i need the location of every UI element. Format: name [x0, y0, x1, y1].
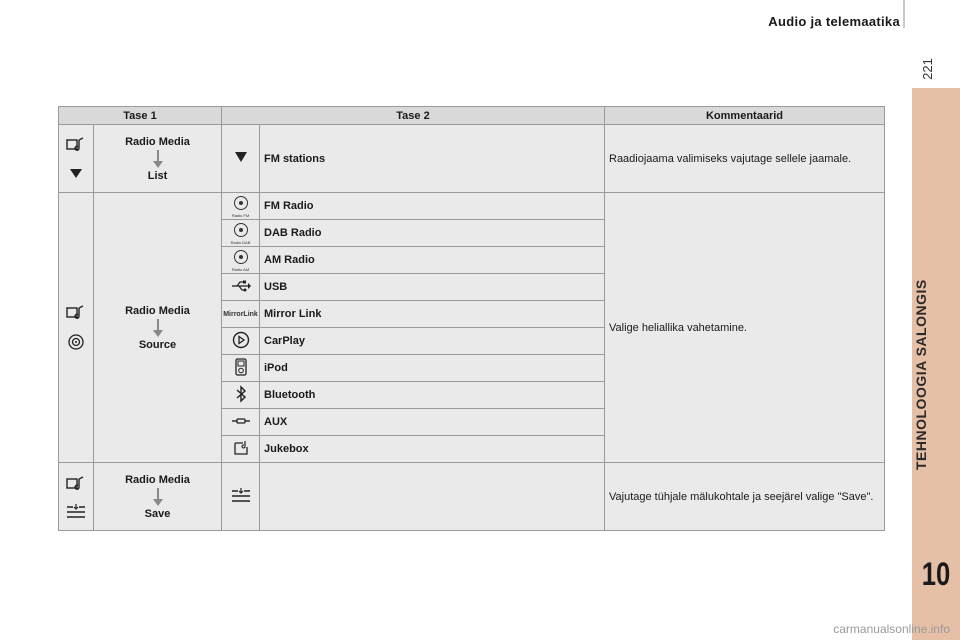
radio-media-icon	[65, 136, 87, 154]
source-label: iPod	[260, 355, 605, 382]
triangle-down-icon	[65, 164, 87, 182]
radio-media-icon	[65, 304, 87, 322]
level1-label: Radio Media	[125, 473, 190, 486]
menu-table	[58, 106, 885, 531]
watermark: carmanualsonline.info	[833, 622, 950, 636]
page-header-title: Audio ja telemaatika	[768, 14, 900, 29]
radio-am-caption: Radio AM	[231, 267, 250, 272]
presets-icon	[230, 487, 252, 503]
level1-icons	[59, 125, 94, 193]
table-row-save	[59, 463, 885, 531]
level1-sublabel: Save	[144, 507, 171, 520]
aux-icon	[231, 416, 251, 426]
table-header-row	[59, 107, 885, 125]
source-label: AUX	[260, 409, 605, 436]
level1-label: Radio Media	[125, 135, 190, 148]
chapter-number: 10	[921, 556, 951, 592]
radio-media-icon	[65, 475, 87, 493]
presets-icon	[65, 503, 87, 519]
radio-am-icon	[234, 250, 248, 264]
source-label: DAB Radio	[260, 220, 605, 247]
source-icon-cell	[222, 193, 260, 220]
comment-cell: Vajutage tühjale mälukohtale ja seejärel valige "Save".	[605, 463, 885, 531]
source-icon-cell	[222, 301, 260, 328]
arrow-down-icon	[153, 488, 163, 506]
arrow-down-icon	[153, 150, 163, 168]
source-icon-cell	[222, 382, 260, 409]
radio-fm-icon	[234, 196, 248, 210]
source-label: USB	[260, 274, 605, 301]
page-number: 221	[920, 58, 935, 80]
header-divider	[903, 0, 905, 28]
source-label: Jukebox	[260, 436, 605, 463]
bluetooth-icon	[235, 385, 247, 403]
level1-sublabel: List	[147, 169, 168, 182]
radio-dab-icon	[234, 223, 248, 237]
chapter-label-text: TEHNOLOOGIA SALONGIS	[913, 279, 929, 470]
carplay-icon	[232, 331, 250, 349]
table-row-source	[59, 193, 885, 220]
comment-cell: Raadiojaama valimiseks vajutage sellele jaamale.	[605, 125, 885, 193]
level1-icons	[59, 463, 94, 531]
level1-cell	[94, 463, 222, 531]
arrow-down-icon	[153, 319, 163, 337]
level2-icon-cell	[222, 463, 260, 531]
header-comments: Kommentaarid	[605, 107, 885, 125]
jukebox-icon	[232, 439, 250, 457]
level1-label: Radio Media	[125, 304, 190, 317]
comment-cell: Valige heliallika vahetamine.	[605, 193, 885, 463]
table-row-list	[59, 125, 885, 193]
level2-icon-cell	[222, 125, 260, 193]
source-icon-cell	[222, 409, 260, 436]
source-label: AM Radio	[260, 247, 605, 274]
source-label: Mirror Link	[260, 301, 605, 328]
source-label: CarPlay	[260, 328, 605, 355]
radio-fm-caption: Radio FM	[231, 213, 250, 218]
mirrorlink-icon: MirrorLink	[223, 310, 258, 318]
source-icon-cell	[222, 220, 260, 247]
source-icon-cell	[222, 328, 260, 355]
source-icon-cell	[222, 247, 260, 274]
source-icon-cell	[222, 274, 260, 301]
header-level1: Tase 1	[59, 107, 222, 125]
source-label: Bluetooth	[260, 382, 605, 409]
level1-cell	[94, 193, 222, 463]
usb-icon	[231, 280, 251, 292]
ipod-icon	[235, 358, 247, 376]
source-label: FM Radio	[260, 193, 605, 220]
source-icon-cell	[222, 355, 260, 382]
source-icon	[65, 332, 87, 352]
header-level2: Tase 2	[222, 107, 605, 125]
source-icon-cell	[222, 436, 260, 463]
level2-cell	[260, 463, 605, 531]
level1-cell	[94, 125, 222, 193]
level1-sublabel: Source	[138, 338, 177, 351]
level2-cell: FM stations	[260, 125, 605, 193]
radio-dab-caption: Radio DAB	[230, 240, 251, 245]
level1-icons	[59, 193, 94, 463]
triangle-down-icon	[233, 150, 249, 164]
